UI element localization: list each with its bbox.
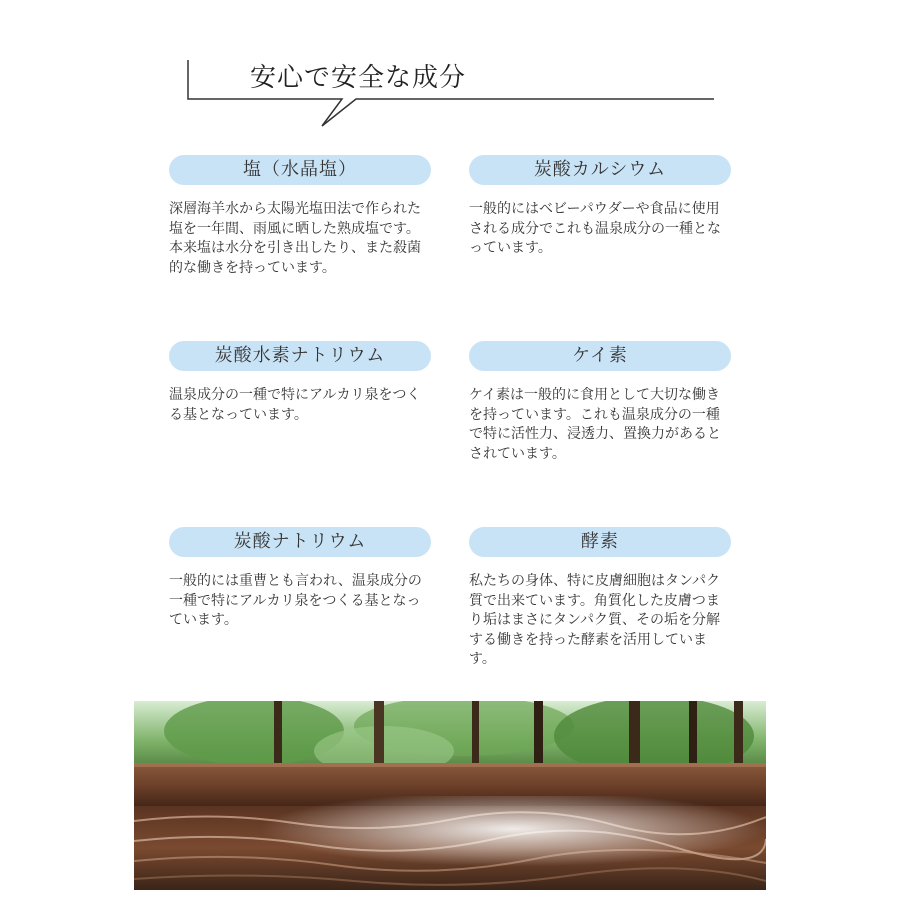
ingredient-card-sodium-bicarbonate — [169, 341, 431, 425]
bath-scene-image — [134, 701, 766, 890]
ingredient-description: 温泉成分の一種で特にアルカリ泉をつくる基となっています。 — [169, 387, 421, 423]
ingredient-name: ケイ素 — [469, 341, 731, 371]
ingredient-card-sodium-carbonate — [169, 527, 431, 631]
ingredient-name: 酵素 — [469, 527, 731, 557]
ingredient-card-enzyme — [469, 527, 731, 670]
outdoor-bath-photo — [134, 701, 766, 890]
ingredient-name: 炭酸カルシウム — [469, 155, 731, 185]
section-title: 安心で安全な成分 — [250, 63, 467, 93]
ingredient-description: ケイ素は一般的に食用として大切な働きを持っています。これも温泉成分の一種で特に活性力、浸透力、置換力があるとされています。 — [469, 387, 721, 462]
ingredient-card-salt — [169, 155, 431, 278]
ingredient-description: 深層海羊水から太陽光塩田法で作られた塩を一年間、雨風に晒した熟成塩です。 本来塩は水分を引き出したり、また殺菌的な働きを持っています。 — [169, 201, 421, 276]
ingredient-description: 一般的にはベビーパウダーや食品に使用される成分でこれも温泉成分の一種となっています。 — [469, 201, 721, 256]
ingredient-card-silicon — [469, 341, 731, 464]
ingredient-description: 私たちの身体、特に皮膚細胞はタンパク質で出来ています。角質化した皮膚つまり垢はまさにタンパク質、その垢を分解する働きを持った酵素を活用しています。 — [469, 573, 721, 667]
section-heading — [186, 55, 716, 130]
ingredient-name: 炭酸ナトリウム — [169, 527, 431, 557]
ingredient-name: 炭酸水素ナトリウム — [169, 341, 431, 371]
ingredient-card-calcium-carbonate — [469, 155, 731, 259]
ingredient-name: 塩（水晶塩） — [169, 155, 431, 185]
ingredient-description: 一般的には重曹とも言われ、温泉成分の一種で特にアルカリ泉をつくる基となっています。 — [169, 573, 422, 628]
